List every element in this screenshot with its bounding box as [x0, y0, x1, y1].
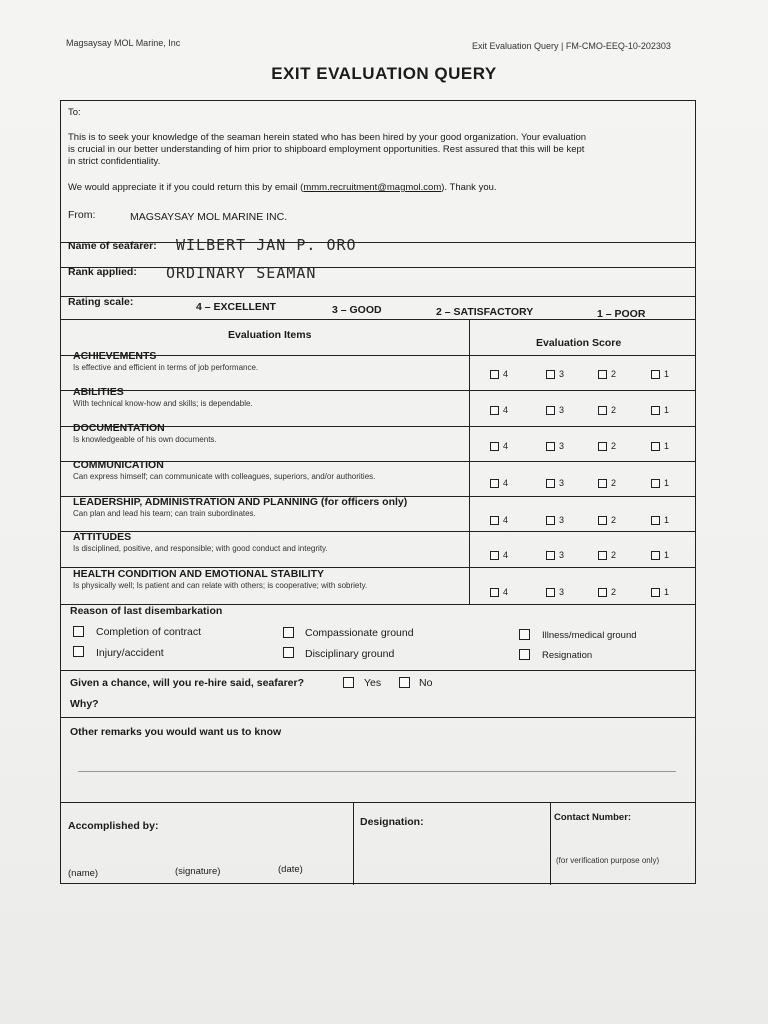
- eval-item-title-communication: COMMUNICATION: [73, 459, 164, 471]
- to-label: To:: [68, 107, 81, 118]
- score-checkbox-achievements-1[interactable]: [651, 370, 660, 379]
- remarks-input-line[interactable]: [78, 771, 676, 772]
- score-option-label: 2: [611, 587, 617, 597]
- score-checkbox-documentation-1[interactable]: [651, 442, 660, 451]
- intro-text-line: This is to seek your knowledge of the seaman herein stated who has been hired by your good organization. Your evaluation: [68, 132, 587, 143]
- score-option-label: 2: [611, 441, 617, 451]
- checkbox-rehire-yes[interactable]: [343, 677, 354, 688]
- score-option-label: 4: [503, 478, 509, 488]
- evaluation-items-header: Evaluation Items: [228, 329, 312, 341]
- score-option-label: 4: [503, 405, 509, 415]
- score-checkbox-attitudes-1[interactable]: [651, 551, 660, 560]
- score-checkbox-attitudes-4[interactable]: [490, 551, 499, 560]
- checkbox-completion-of-contract[interactable]: [73, 626, 84, 637]
- score-option-label: 3: [559, 405, 565, 415]
- seafarer-name-label: Name of seafarer:: [68, 240, 157, 252]
- eval-item-title-health-condition: HEALTH CONDITION AND EMOTIONAL STABILITY: [73, 568, 325, 580]
- checkbox-rehire-no[interactable]: [399, 677, 410, 688]
- divider: [61, 717, 695, 718]
- score-checkbox-health-condition-3[interactable]: [546, 588, 555, 597]
- checkbox-injury-accident[interactable]: [73, 646, 84, 657]
- return-request-suffix: ). Thank you.: [441, 182, 497, 193]
- rank-label: Rank applied:: [68, 266, 137, 278]
- contact-number-label: Contact Number:: [554, 812, 632, 823]
- rating-level: 3 – GOOD: [332, 304, 382, 316]
- score-checkbox-documentation-4[interactable]: [490, 442, 499, 451]
- rehire-no-label: No: [419, 677, 433, 689]
- return-request: [68, 182, 497, 193]
- score-option-label: 4: [503, 515, 509, 525]
- divider: [61, 267, 695, 268]
- remarks-label: Other remarks you would want us to know: [70, 726, 282, 738]
- eval-item-title-achievements: ACHIEVEMENTS: [73, 350, 157, 362]
- score-checkbox-leadership-4[interactable]: [490, 516, 499, 525]
- score-checkbox-attitudes-2[interactable]: [598, 551, 607, 560]
- divider: [61, 802, 695, 803]
- score-checkbox-abilities-3[interactable]: [546, 406, 555, 415]
- score-option-label: 1: [664, 550, 670, 560]
- designation-label: Designation:: [360, 816, 424, 828]
- divider: [61, 670, 695, 671]
- eval-item-desc-abilities: With technical know-how and skills; is dependable.: [73, 399, 253, 408]
- score-checkbox-achievements-3[interactable]: [546, 370, 555, 379]
- rating-scale-label: Rating scale:: [68, 296, 134, 308]
- name-field-label: (name): [68, 868, 99, 879]
- accomplished-by-label: Accomplished by:: [68, 820, 159, 832]
- disembarkation-label: Reason of last disembarkation: [70, 605, 223, 617]
- why-label: Why?: [70, 698, 99, 710]
- score-checkbox-leadership-1[interactable]: [651, 516, 660, 525]
- option-label: Disciplinary ground: [305, 648, 395, 660]
- rank-value[interactable]: ORDINARY SEAMAN: [166, 264, 317, 282]
- score-checkbox-communication-2[interactable]: [598, 479, 607, 488]
- return-request-prefix: We would appreciate it if you could return this by email (: [68, 182, 304, 193]
- score-option-label: 4: [503, 369, 509, 379]
- email-link[interactable]: mmm.recruitment@magmol.com: [303, 182, 442, 193]
- divider: [61, 390, 695, 391]
- column-divider: [353, 802, 354, 885]
- score-option-label: 1: [664, 405, 670, 415]
- eval-item-desc-documentation: Is knowledgeable of his own documents.: [73, 435, 217, 444]
- checkbox-illness-medical-ground[interactable]: [519, 629, 530, 640]
- eval-item-title-abilities: ABILITIES: [73, 386, 124, 398]
- eval-item-title-leadership: LEADERSHIP, ADMINISTRATION AND PLANNING (for officers only): [73, 496, 408, 508]
- divider: [61, 531, 695, 532]
- score-option-label: 1: [664, 587, 670, 597]
- score-option-label: 2: [611, 405, 617, 415]
- company-name: Magsaysay MOL Marine, Inc: [66, 38, 181, 48]
- score-checkbox-abilities-4[interactable]: [490, 406, 499, 415]
- eval-item-desc-achievements: Is effective and efficient in terms of job performance.: [73, 363, 259, 372]
- score-option-label: 4: [503, 587, 509, 597]
- score-checkbox-documentation-3[interactable]: [546, 442, 555, 451]
- score-checkbox-health-condition-1[interactable]: [651, 588, 660, 597]
- rehire-yes-label: Yes: [364, 677, 382, 689]
- score-option-label: 2: [611, 369, 617, 379]
- score-checkbox-attitudes-3[interactable]: [546, 551, 555, 560]
- signature-field-label: (signature): [175, 866, 221, 877]
- form-code: Exit Evaluation Query | FM-CMO-EEQ-10-202303: [472, 41, 671, 51]
- score-option-label: 3: [559, 441, 565, 451]
- score-option-label: 1: [664, 515, 670, 525]
- score-option-label: 3: [559, 587, 565, 597]
- option-label: Illness/medical ground: [542, 630, 637, 641]
- eval-item-title-attitudes: ATTITUDES: [73, 531, 132, 543]
- rating-level: 2 – SATISFACTORY: [436, 306, 534, 318]
- score-option-label: 1: [664, 369, 670, 379]
- option-label: Compassionate ground: [305, 627, 414, 639]
- divider: [61, 296, 695, 297]
- eval-item-desc-attitudes: Is disciplined, positive, and responsible; with good conduct and integrity.: [73, 544, 328, 553]
- score-option-label: 2: [611, 550, 617, 560]
- eval-item-desc-communication: Can express himself; can communicate with colleagues, superiors, and/or authorities.: [73, 472, 376, 481]
- checkbox-disciplinary-ground[interactable]: [283, 647, 294, 658]
- score-checkbox-abilities-1[interactable]: [651, 406, 660, 415]
- score-option-label: 2: [611, 515, 617, 525]
- score-option-label: 3: [559, 478, 565, 488]
- score-option-label: 3: [559, 515, 565, 525]
- date-field-label: (date): [278, 864, 303, 875]
- score-checkbox-health-condition-4[interactable]: [490, 588, 499, 597]
- score-checkbox-abilities-2[interactable]: [598, 406, 607, 415]
- eval-item-title-documentation: DOCUMENTATION: [73, 422, 165, 434]
- contact-note: (for verification purpose only): [556, 856, 660, 865]
- score-option-label: 3: [559, 550, 565, 560]
- intro-text-line: in strict confidentiality.: [68, 156, 161, 167]
- score-checkbox-leadership-2[interactable]: [598, 516, 607, 525]
- eval-item-desc-health-condition: Is physically well; Is patient and can relate with others; is cooperative; with sobriety.: [73, 581, 368, 590]
- score-option-label: 1: [664, 441, 670, 451]
- seafarer-name-value[interactable]: WILBERT JAN P. ORO: [176, 236, 357, 254]
- page-title: EXIT EVALUATION QUERY: [271, 64, 497, 83]
- intro-text-line: is crucial in our better understanding of him prior to shipboard employment opportunities. Rest assured that this will be kept: [68, 144, 585, 155]
- from-label: From:: [68, 209, 96, 221]
- score-checkbox-leadership-3[interactable]: [546, 516, 555, 525]
- rehire-question: Given a chance, will you re-hire said, seafarer?: [70, 677, 305, 689]
- column-divider: [469, 319, 470, 604]
- eval-item-desc-leadership: Can plan and lead his team; can train subordinates.: [73, 509, 256, 518]
- option-label: Injury/accident: [96, 647, 164, 659]
- score-checkbox-achievements-2[interactable]: [598, 370, 607, 379]
- score-option-label: 3: [559, 369, 565, 379]
- score-option-label: 1: [664, 478, 670, 488]
- score-checkbox-health-condition-2[interactable]: [598, 588, 607, 597]
- score-checkbox-communication-1[interactable]: [651, 479, 660, 488]
- score-checkbox-documentation-2[interactable]: [598, 442, 607, 451]
- rating-level: 1 – POOR: [597, 308, 646, 320]
- evaluation-score-header: Evaluation Score: [536, 337, 622, 349]
- score-option-label: 4: [503, 441, 509, 451]
- column-divider: [550, 802, 551, 885]
- score-checkbox-achievements-4[interactable]: [490, 370, 499, 379]
- option-label: Resignation: [542, 650, 593, 661]
- score-option-label: 4: [503, 550, 509, 560]
- from-value: MAGSAYSAY MOL MARINE INC.: [130, 211, 288, 223]
- rating-level: 4 – EXCELLENT: [196, 301, 276, 313]
- score-checkbox-communication-4[interactable]: [490, 479, 499, 488]
- checkbox-compassionate-ground[interactable]: [283, 627, 294, 638]
- score-checkbox-communication-3[interactable]: [546, 479, 555, 488]
- score-option-label: 2: [611, 478, 617, 488]
- checkbox-resignation[interactable]: [519, 649, 530, 660]
- option-label: Completion of contract: [96, 626, 202, 638]
